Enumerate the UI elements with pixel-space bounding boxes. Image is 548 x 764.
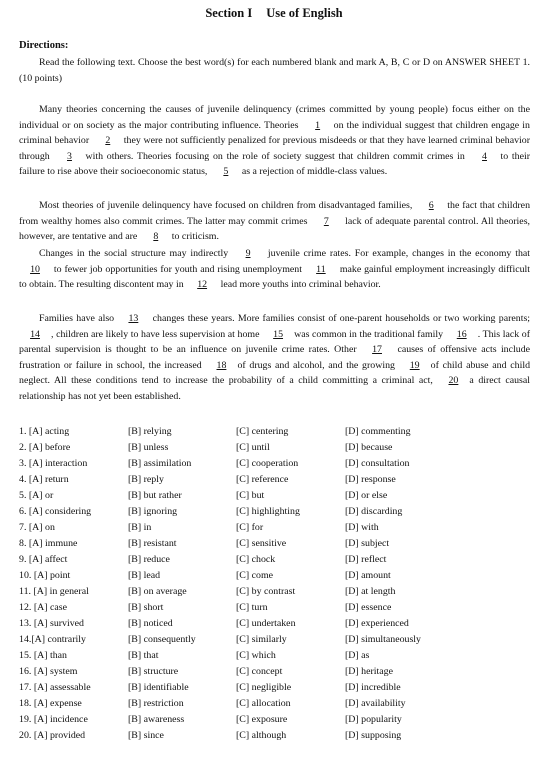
question-11-option-a: 11. [A] in general: [19, 586, 89, 597]
question-18-option-d: [D] availability: [345, 698, 406, 709]
question-20-row: [19, 730, 539, 746]
question-4-option-d: [D] response: [345, 474, 396, 485]
page-title: [0, 6, 548, 21]
question-18-row: [19, 698, 539, 714]
question-11-row: [19, 586, 539, 602]
question-2-option-a: 2. [A] before: [19, 442, 71, 453]
question-20-option-b: [B] since: [128, 730, 164, 741]
question-1-option-c: [C] centering: [236, 426, 289, 437]
question-7-option-a: 7. [A] on: [19, 522, 55, 533]
question-4-row: [19, 474, 539, 490]
question-11-option-c: [C] by contrast: [236, 586, 296, 597]
question-15-option-d: [D] as: [345, 650, 370, 661]
question-8-option-d: [D] subject: [345, 538, 390, 549]
question-18-option-c: [C] allocation: [236, 698, 291, 709]
passage-paragraph-1: Many theories concerning the causes of juvenile delinquency (crimes committed by young people) focus either on the individual or on society as the major contributing influence. Theories 1 on the individual suggest that children engage in criminal behavior 2 they were not sufficiently penalized for previous misdeeds or that they have learned criminal behavior through 3 with others. Theories focusing on the role of society suggest that children commit crimes in 4 to their failure to rise above their socioeconomic status, 5 as a rejection of middle-class values.: [19, 102, 530, 180]
question-9-row: [19, 554, 539, 570]
question-6-row: [19, 506, 539, 522]
question-14-option-a: 14.[A] contrarily: [19, 634, 86, 645]
question-19-option-b: [B] awareness: [128, 714, 185, 725]
blank-3: 3: [67, 150, 72, 162]
question-12-option-c: [C] turn: [236, 602, 268, 613]
question-5-option-b: [B] but rather: [128, 490, 182, 501]
question-4-option-c: [C] reference: [236, 474, 289, 485]
question-19-option-a: 19. [A] incidence: [19, 714, 88, 725]
blank-5: 5: [223, 166, 229, 178]
blank-7: 7: [323, 215, 329, 227]
blank-1: 1: [315, 119, 321, 131]
question-13-option-b: [B] noticed: [128, 618, 173, 629]
blank-19: 19: [409, 359, 420, 371]
blank-12: 12: [197, 279, 208, 291]
question-10-option-b: [B] lead: [128, 570, 161, 581]
section-label: Section I: [205, 6, 253, 20]
question-16-option-b: [B] structure: [128, 666, 179, 677]
question-10-option-d: [D] amount: [345, 570, 391, 581]
passage-paragraph-4: Families have also 13 changes these years. More families consist of one-parent households or two working parents; 14 , children are likely to have less supervision at home 15 was common in the traditional family 16 . This lack of parental supervision is thought to be an influence on juvenile crime rates. Other 17 causes of offensive acts include frustration or failure in school, the increased 18 of drugs and alcohol, and the growing 19 of child abuse and child neglect. All these conditions tend to increase the probability of a child committing a criminal act, 20 a direct causal relationship has not yet been established.: [19, 313, 531, 402]
blank-8: 8: [153, 231, 159, 243]
question-12-row: [19, 602, 539, 618]
blank-14: 14: [30, 328, 40, 340]
question-3-option-a: 3. [A] interaction: [19, 458, 88, 469]
question-5-option-a: 5. [A] or: [19, 490, 54, 501]
question-12-option-b: [B] short: [128, 602, 164, 613]
question-8-option-a: 8. [A] immune: [19, 538, 78, 549]
question-15-option-b: [B] that: [128, 650, 159, 661]
question-1-row: [19, 426, 539, 442]
question-20-option-c: [C] although: [236, 730, 287, 741]
question-1-option-d: [D] commenting: [345, 426, 411, 437]
question-9-option-d: [D] reflect: [345, 554, 387, 565]
question-12-option-a: 12. [A] case: [19, 602, 67, 613]
question-5-option-c: [C] but: [236, 490, 265, 501]
blank-16: 16: [456, 328, 467, 340]
question-15-row: [19, 650, 539, 666]
question-13-option-a: 13. [A] survived: [19, 618, 84, 629]
question-9-option-b: [B] reduce: [128, 554, 170, 565]
question-7-row: [19, 522, 539, 538]
question-2-option-c: [C] until: [236, 442, 270, 453]
question-3-option-d: [D] consultation: [345, 458, 410, 469]
blank-2: 2: [105, 135, 111, 147]
directions-label: Directions:: [19, 40, 69, 51]
question-6-option-a: 6. [A] considering: [19, 506, 92, 517]
question-4-option-b: [B] reply: [128, 474, 164, 485]
question-5-option-d: [D] or else: [345, 490, 388, 501]
blank-18: 18: [216, 359, 227, 371]
question-8-option-c: [C] sensitive: [236, 538, 287, 549]
passage-paragraph-3: Changes in the social structure may indirectly 9 juvenile crime rates. For example, changes in the economy that 10 to fewer job opportunities for youth and rising unemployment 11 make gainful employment increasingly difficult to obtain. The resulting discontent may in 12 lead more youths into criminal behavior.: [19, 246, 530, 293]
question-6-option-b: [B] ignoring: [128, 506, 178, 517]
question-16-option-a: 16. [A] system: [19, 666, 78, 677]
question-19-option-c: [C] exposure: [236, 714, 288, 725]
blank-11: 11: [316, 263, 326, 275]
question-11-option-d: [D] at length: [345, 586, 396, 597]
question-17-option-d: [D] incredible: [345, 682, 401, 693]
question-12-option-d: [D] essence: [345, 602, 392, 613]
question-1-option-b: [B] relying: [128, 426, 172, 437]
question-14-option-d: [D] simultaneously: [345, 634, 421, 645]
question-7-option-c: [C] for: [236, 522, 264, 533]
question-7-option-b: [B] in: [128, 522, 152, 533]
blank-17: 17: [372, 344, 382, 356]
question-20-option-a: 20. [A] provided: [19, 730, 86, 741]
question-13-option-c: [C] undertaken: [236, 618, 296, 629]
question-10-option-a: 10. [A] point: [19, 570, 71, 581]
blank-15: 15: [273, 328, 284, 340]
question-19-option-d: [D] popularity: [345, 714, 402, 725]
question-14-option-c: [C] similarly: [236, 634, 287, 645]
question-7-option-d: [D] with: [345, 522, 379, 533]
question-6-option-c: [C] highlighting: [236, 506, 300, 517]
question-17-row: [19, 682, 539, 698]
directions-text: Read the following text. Choose the best word(s) for each numbered blank and mark A, B, C or D on ANSWER SHEET 1. (10 points): [19, 57, 530, 84]
question-6-option-d: [D] discarding: [345, 506, 403, 517]
question-16-option-c: [C] concept: [236, 666, 283, 677]
blank-4: 4: [482, 150, 487, 162]
question-1-option-a: 1. [A] acting: [19, 426, 70, 437]
passage-paragraph-2: Most theories of juvenile delinquency have focused on children from disadvantaged families, 6 the fact that children from wealthy homes also commit crimes. The latter may commit crimes 7 lack of adequate parental control. All theories, however, are tentative and are 8 to criticism.: [19, 198, 530, 245]
blank-10: 10: [30, 263, 40, 275]
blank-6: 6: [428, 200, 434, 211]
question-14-row: [19, 634, 539, 650]
question-17-option-c: [C] negligible: [236, 682, 292, 693]
question-17-option-b: [B] identifiable: [128, 682, 189, 693]
question-13-option-d: [D] experienced: [345, 618, 409, 629]
question-2-row: [19, 442, 539, 458]
question-3-option-c: [C] cooperation: [236, 458, 299, 469]
question-2-option-d: [D] because: [345, 442, 393, 453]
blank-13: 13: [128, 313, 139, 324]
question-14-option-b: [B] consequently: [128, 634, 196, 645]
question-20-option-d: [D] supposing: [345, 730, 402, 741]
question-16-option-d: [D] heritage: [345, 666, 393, 677]
question-9-option-c: [C] chock: [236, 554, 276, 565]
answer-options-list: [19, 426, 539, 746]
question-2-option-b: [B] unless: [128, 442, 169, 453]
question-9-option-a: 9. [A] affect: [19, 554, 68, 565]
blank-9: 9: [245, 248, 251, 259]
question-15-option-a: 15. [A] than: [19, 650, 67, 661]
question-13-row: [19, 618, 539, 634]
question-17-option-a: 17. [A] assessable: [19, 682, 91, 693]
question-3-row: [19, 458, 539, 474]
question-15-option-c: [C] which: [236, 650, 276, 661]
question-18-option-a: 18. [A] expense: [19, 698, 82, 709]
question-18-option-b: [B] restriction: [128, 698, 184, 709]
question-16-row: [19, 666, 539, 682]
section-name: Use of English: [266, 6, 343, 20]
question-10-option-c: [C] come: [236, 570, 274, 581]
blank-20: 20: [448, 375, 459, 387]
question-3-option-b: [B] assimilation: [128, 458, 192, 469]
question-19-row: [19, 714, 539, 730]
question-5-row: [19, 490, 539, 506]
question-8-row: [19, 538, 539, 554]
question-8-option-b: [B] resistant: [128, 538, 177, 549]
question-11-option-b: [B] on average: [128, 586, 187, 597]
question-4-option-a: 4. [A] return: [19, 474, 69, 485]
question-10-row: [19, 570, 539, 586]
